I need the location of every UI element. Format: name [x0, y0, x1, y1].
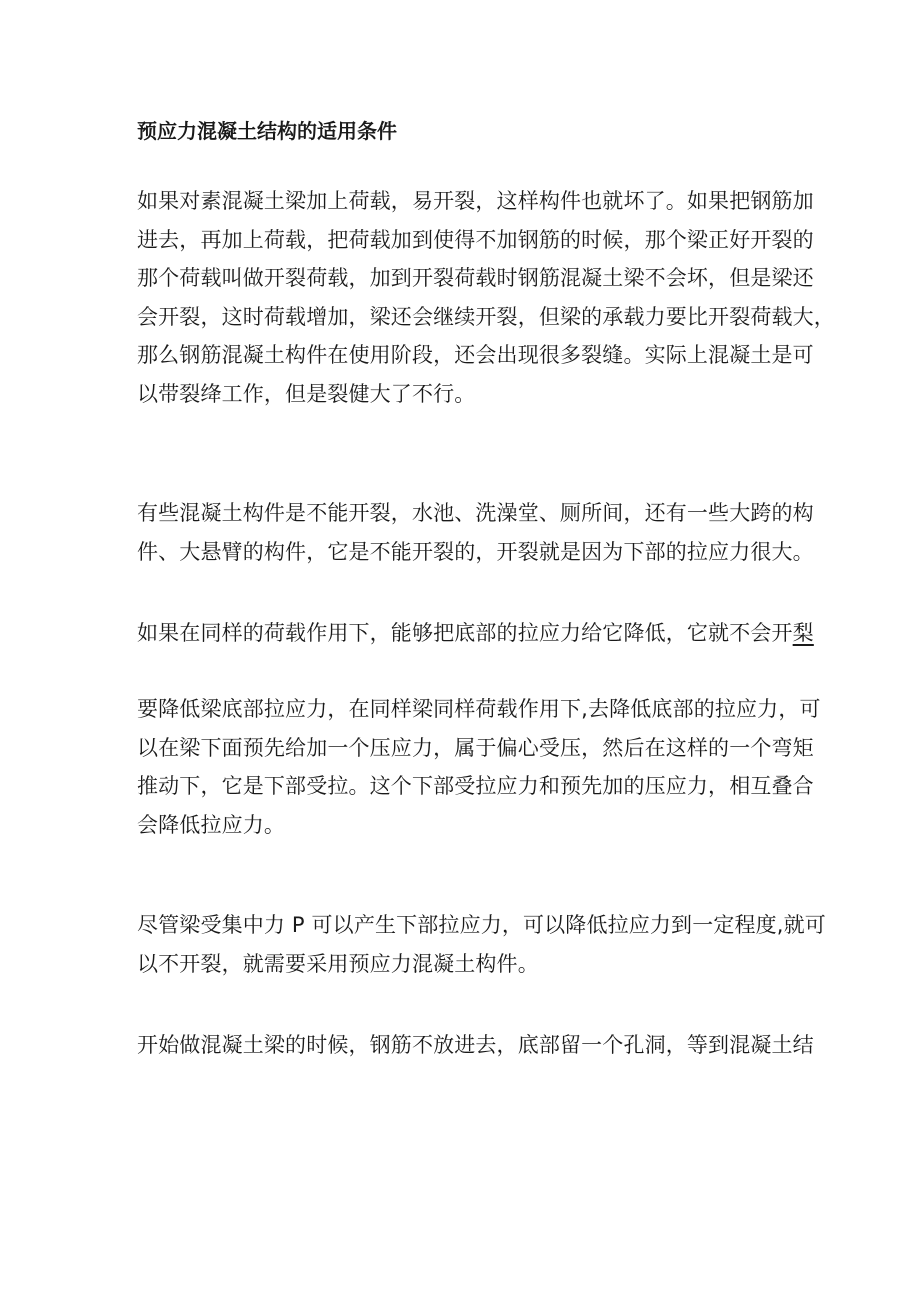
paragraph-cracking-load	[137, 182, 835, 414]
document-title: 预应力混凝土结构的适用条件	[137, 119, 397, 143]
underlined-character: 梨	[792, 621, 814, 645]
text-line: 那么钢筋混凝土构件在使用阶段，还会出现很多裂缝。实际上混凝土是可	[137, 343, 814, 368]
text-line: 会开裂，这时荷载增加，梁还会继续开裂，但梁的承载力要比开裂荷载大，	[137, 304, 835, 329]
text-line: 如果对素混凝土梁加上荷载，易开裂，这样构件也就坏了。如果把钢筋加	[137, 189, 814, 213]
text-line: 要降低梁底部拉应力，在同样梁同样荷载作用下,去降低底部的拉应力，可	[137, 697, 821, 721]
paragraph-reduce-tension	[137, 614, 814, 653]
text-line-body: 如果在同样的荷载作用下，能够把底部的拉应力给它降低，它就不会开	[137, 621, 793, 645]
paragraph-no-crack-members	[137, 494, 814, 571]
text-line: 开始做混凝土梁的时候，钢筋不放进去，底部留一个孔洞，等到混凝土结	[137, 1033, 814, 1057]
text-line: 进去，再加上荷载，把荷载加到使得不加钢筋的时候，那个梁正好开裂的	[137, 227, 814, 252]
text-line: 以在梁下面预先给加一个压应力，属于偏心受压，然后在这样的一个弯矩	[137, 735, 814, 760]
paragraph-precompression	[137, 690, 821, 844]
text-line: 以不开裂，就需要采用预应力混凝土构件。	[137, 951, 539, 976]
text-line: 推动下，它是下部受拉。这个下部受拉应力和预先加的压应力，相互叠合	[137, 774, 814, 799]
text-line: 那个荷载叫做开裂荷载，加到开裂荷载时钢筋混凝土梁不会坏，但是梁还	[137, 266, 814, 291]
text-line: 件、大悬臂的构件，它是不能开裂的，开裂就是因为下部的拉应力很大。	[137, 539, 814, 564]
paragraph-concentrated-force	[137, 906, 826, 983]
paragraph-post-tensioning	[137, 1026, 814, 1065]
text-line: 尽管梁受集中力 P 可以产生下部拉应力，可以降低拉应力到一定程度,就可	[137, 913, 826, 937]
text-line: 会降低拉应力。	[137, 812, 286, 837]
text-line: 以带裂绛工作，但是裂健大了不行。	[137, 381, 476, 406]
text-line	[137, 614, 814, 653]
text-line: 有些混凝土构件是不能开裂，水池、洗澡堂、厕所间，还有一些大跨的构	[137, 501, 814, 525]
